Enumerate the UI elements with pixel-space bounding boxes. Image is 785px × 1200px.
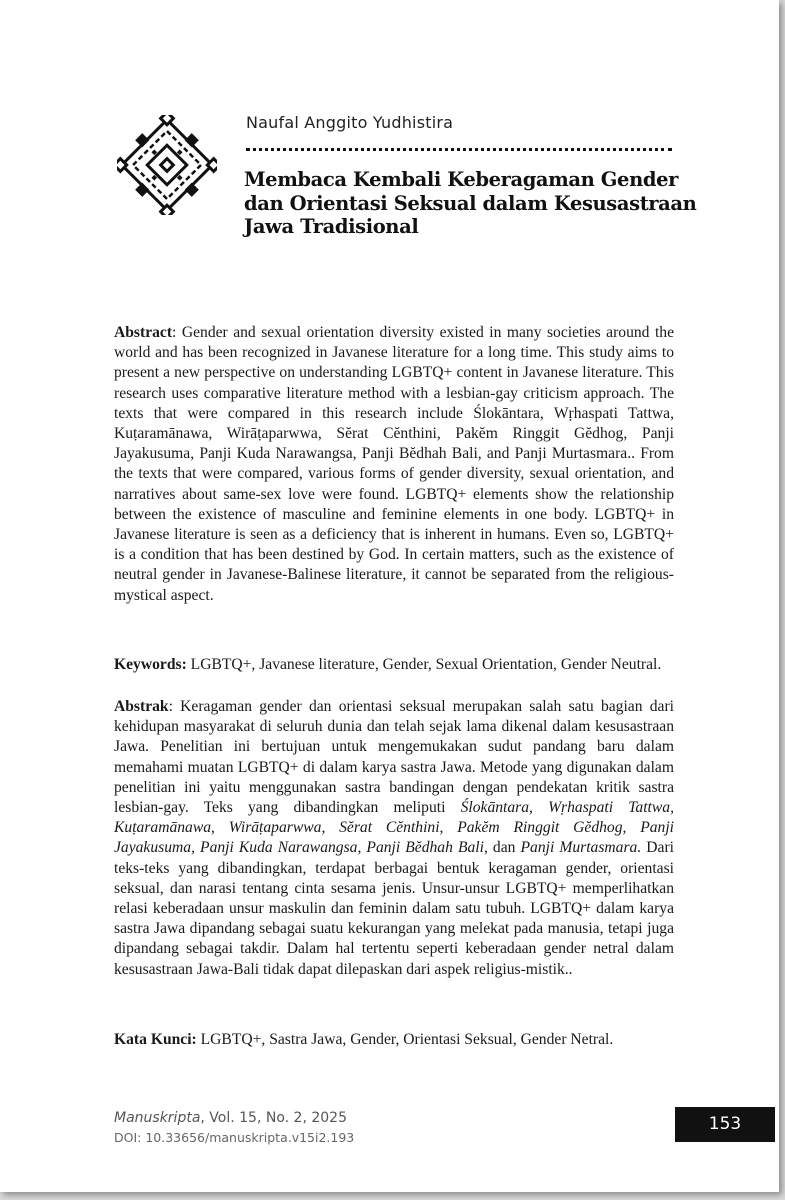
dotted-divider	[246, 148, 672, 151]
journal-name: Manuskripta	[114, 1110, 201, 1126]
journal-volume: , Vol. 15, No. 2, 2025	[200, 1110, 347, 1126]
abstract-indonesian	[114, 697, 674, 980]
article-title: Membaca Kembali Keberagaman Gender dan Orientasi Seksual dalam Kesusastraan Jawa Tradisional	[244, 168, 697, 238]
abstract-text: : Gender and sexual orientation diversity existed in many societies around the world and has been recognized in Javanese literature for a long time. This study aims to present a new perspective on understanding LGBTQ+ content in Javanese literature. This research uses comparative literature method with a lesbian-gay criticism approach. The texts that were compared in this research include Ślokāntara, Wṛhaspati Tattwa, Kuṭaramānawa, Wirāṭaparwwa, Sĕrat Cĕnthini, Pakĕm Ringgit Gĕdhog, Panji Jayakusuma, Panji Kuda Narawangsa, Panji Bĕdhah Bali, and Panji Murtasmara.. From the texts that were compared, various forms of gender diversity, sexual orientation, and narratives about same-sex love were found. LGBTQ+ elements show the relationship between the existence of masculine and feminine elements in one body. LGBTQ+ in Javanese literature is seen as a deficiency that is inherent in humans. Even so, LGBTQ+ is a condition that has been destined by God. In certain matters, such as the existence of neutral gender in Javanese-Balinese literature, it cannot be separated from the religious-mystical aspect.	[114, 324, 674, 604]
abstrak-label: Abstrak	[114, 698, 169, 715]
abstract-english	[114, 323, 674, 606]
keywords-indonesian	[114, 1030, 674, 1050]
author-name: Naufal Anggito Yudhistira	[246, 113, 454, 132]
keywords-english	[114, 655, 674, 675]
page-number-badge: 153	[675, 1107, 775, 1142]
abstrak-text-2: dan	[487, 839, 521, 857]
javanese-batik-ornament-icon	[117, 115, 217, 215]
abstrak-text-last-title: Panji Murtasmara.	[520, 839, 642, 857]
abstract-label: Abstract	[114, 324, 173, 341]
kata-kunci-text: LGBTQ+, Sastra Jawa, Gender, Orientasi Seksual, Gender Netral.	[196, 1031, 614, 1048]
abstrak-text-3: Dari teks-teks yang dibandingkan, terdapat berbagai bentuk keragaman gender, orientasi seksual, dan narasi tentang cinta sesama jenis. Unsur-unsur LGBTQ+ memperlihatkan relasi keberadaan unsur maskulin dan feminin dalam satu tubuh. LGBTQ+ dalam karya sastra Jawa dipandang sebagai suatu kekurangan yang melekat pada manusia, tetapi juga dipandang sebagai takdir. Dalam hal tertentu seperti keberadaan gender netral dalam kesusastraan Jawa-Bali tidak dapat dilepaskan dari aspek religius-mistik..	[114, 839, 675, 978]
keywords-text: LGBTQ+, Javanese literature, Gender, Sexual Orientation, Gender Neutral.	[186, 656, 662, 673]
keywords-label: Keywords:	[114, 656, 187, 673]
kata-kunci-label: Kata Kunci:	[114, 1031, 197, 1048]
doi-text: DOI: 10.33656/manuskripta.v15i2.193	[114, 1130, 355, 1145]
abstrak-text-1: : Keragaman gender dan orientasi seksual merupakan salah satu bagian dari kehidupan masyarakat di seluruh dunia dan telah sejak lama dikenal dalam kesusastraan Jawa. Penelitian ini bertujuan untuk mengemukakan sudut pandang baru dalam memahami muatan LGBTQ+ di dalam karya sastra Jawa. Metode yang digunakan dalam penelitian ini yaitu menggunakan sastra bandingan dengan pendekatan kritik sastra lesbian-gay. Teks yang dibandingkan meliputi	[114, 698, 674, 817]
abstrak-text-titles: Ślokāntara, Wṛhaspati Tattwa, Kuṭaramānawa, Wirāṭaparwwa, Sĕrat Cĕnthini, Pakĕm Ringgit Gĕdhog, Panji Jayakusuma, Panji Kuda Narawangsa, Panji Bĕdhah Bali,	[114, 799, 674, 857]
journal-citation	[114, 1108, 347, 1128]
